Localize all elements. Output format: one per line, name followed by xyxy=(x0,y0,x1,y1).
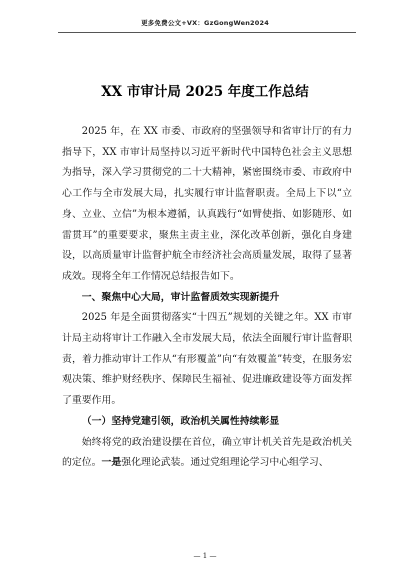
section-heading: 一、聚焦中心大局，审计监督质效实现新提升 xyxy=(81,291,280,303)
subsection-text-b: 强化理论武装。通过党组理论学习中心组学习、 xyxy=(121,457,329,469)
section-paragraph: 2025 年是全面贯彻落实“十四五”规划的关键之年。XX 市审计局主动将审计工作融入全市发展大局，依法全面履行审计监督职责，着力推动审计工作从“有形覆盖”向“有效覆盖”转变，在服务宏观决策、维护财经秩序、保障民生福祉、促进廉政建设等方面发挥了重要作用。 xyxy=(62,312,352,407)
header-divider xyxy=(58,32,356,33)
document-title: XX 市审计局 2025 年度工作总结 xyxy=(101,84,309,100)
subsection-heading: （一）坚持党建引领，政治机关属性持续彰显 xyxy=(81,415,280,427)
subsection-text-a: 始终将党的政治建设摆在首位，确立审计机关首先是政治机关的定位。 xyxy=(62,436,352,469)
page-number: — 1 — xyxy=(193,552,217,560)
intro-paragraph: 2025 年，在 XX 市委、市政府的坚强领导和省审计厅的有力指导下，XX 市审计局坚持以习近平新时代中国特色社会主义思想为指导，深入学习贯彻党的二十大精神，紧密围绕市委、市政府中心工作与全市发展大局，扎实履行审计监督职责。全局上下以“立身、立业、立信”为根本遵循，认真践行“如臂使指、如影随形、如雷贯耳”的重要要求，聚焦主责主业，深化改革创新，强化自身建设，以高质量审计监督护航全市经济社会高质量发展，取得了显著成效。现将全年工作情况总结报告如下。 xyxy=(62,126,352,282)
header-note: 更多免费公文+VX：GzGongWen2024 xyxy=(141,19,269,27)
document-body xyxy=(62,122,352,474)
subsection-paragraph xyxy=(62,433,352,474)
subsection-bold-marker: 一是 xyxy=(101,457,122,469)
